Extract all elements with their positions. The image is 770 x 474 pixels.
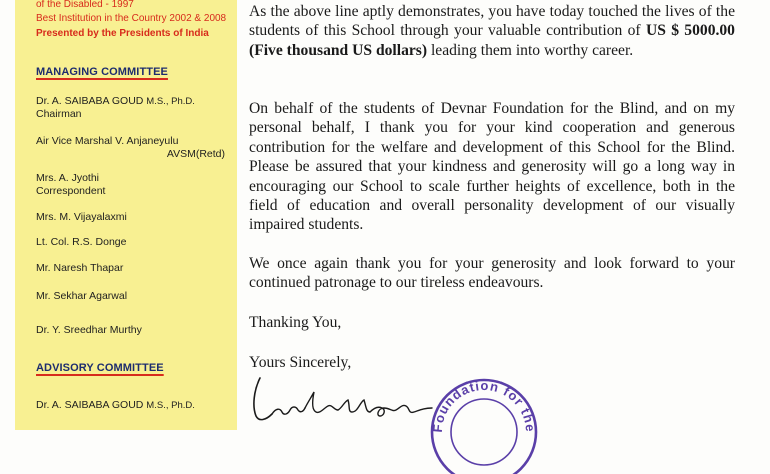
member-name: Mrs. M. Vijayalaxmi	[36, 211, 127, 223]
foundation-seal-stamp	[424, 374, 544, 474]
handwritten-signature	[246, 372, 436, 430]
member-role: Correspondent	[36, 185, 106, 197]
committee-member	[36, 399, 195, 412]
committee-member	[36, 172, 105, 198]
committee-member	[36, 262, 123, 275]
award-line-2: Best Institution in the Country 2002 & 2008	[36, 13, 227, 24]
member-qualification: M.S., Ph.D.	[146, 96, 195, 107]
member-name: Dr. Y. Sreedhar Murthy	[36, 324, 142, 336]
member-name: Air Vice Marshal V. Anjaneyulu	[36, 135, 179, 147]
committee-member	[36, 211, 127, 224]
award-line-3: Presented by the Presidents of India	[36, 28, 209, 39]
committee-member	[36, 135, 225, 161]
member-qualification: M.S., Ph.D.	[146, 400, 195, 411]
letterhead-sidebar	[15, 0, 237, 430]
yours-sincerely: Yours Sincerely,	[249, 354, 352, 371]
thanking-you: Thanking You,	[249, 314, 342, 331]
committee-member	[36, 290, 127, 303]
contribution-amount: US $ 5000.00 (Five thousand US dollars)	[249, 22, 735, 59]
contribution-text-start: As the above line aptly demonstrates, you have today touched the lives of the students of this School through your valuable contribution of	[249, 3, 735, 40]
member-name: Dr. A. SAIBABA GOUD	[36, 95, 144, 107]
member-name: Dr. A. SAIBABA GOUD	[36, 399, 144, 411]
paragraph-closing: We once again thank you for your generosity and look forward to your continued patronage to our tireless endeavours.	[249, 255, 735, 292]
committee-member	[36, 95, 195, 121]
member-role: AVSM(Retd)	[166, 148, 225, 160]
paragraph-thanks: On behalf of the students of Devnar Foundation for the Blind, and on my personal behalf, I thank you for your kind cooperation and generous contribution for the welfare and development of this School for the Blind. Please be assured that your kindness and generosity will go a long way in encouraging our School to scale further heights of excellence, both in the field of education and overall personality development of our visually impaired students.	[249, 100, 735, 234]
committee-member	[36, 236, 126, 249]
member-role: Chairman	[36, 108, 82, 120]
paragraph-contribution	[249, 2, 735, 60]
member-name: Mr. Sekhar Agarwal	[36, 290, 128, 302]
managing-committee-heading: MANAGING COMMITTEE	[36, 66, 168, 78]
member-name: Mrs. A. Jyothi	[36, 172, 100, 184]
svg-text:Foundation for the	[430, 378, 538, 433]
advisory-committee-heading: ADVISORY COMMITTEE	[36, 362, 164, 374]
member-name: Lt. Col. R.S. Donge	[36, 236, 127, 248]
committee-member	[36, 324, 142, 337]
award-line-1: of the Disabled - 1997	[36, 0, 134, 10]
contribution-text-end: leading them into worthy career.	[427, 41, 634, 59]
member-name: Mr. Naresh Thapar	[36, 262, 124, 274]
seal-text: Foundation for the	[429, 377, 539, 433]
